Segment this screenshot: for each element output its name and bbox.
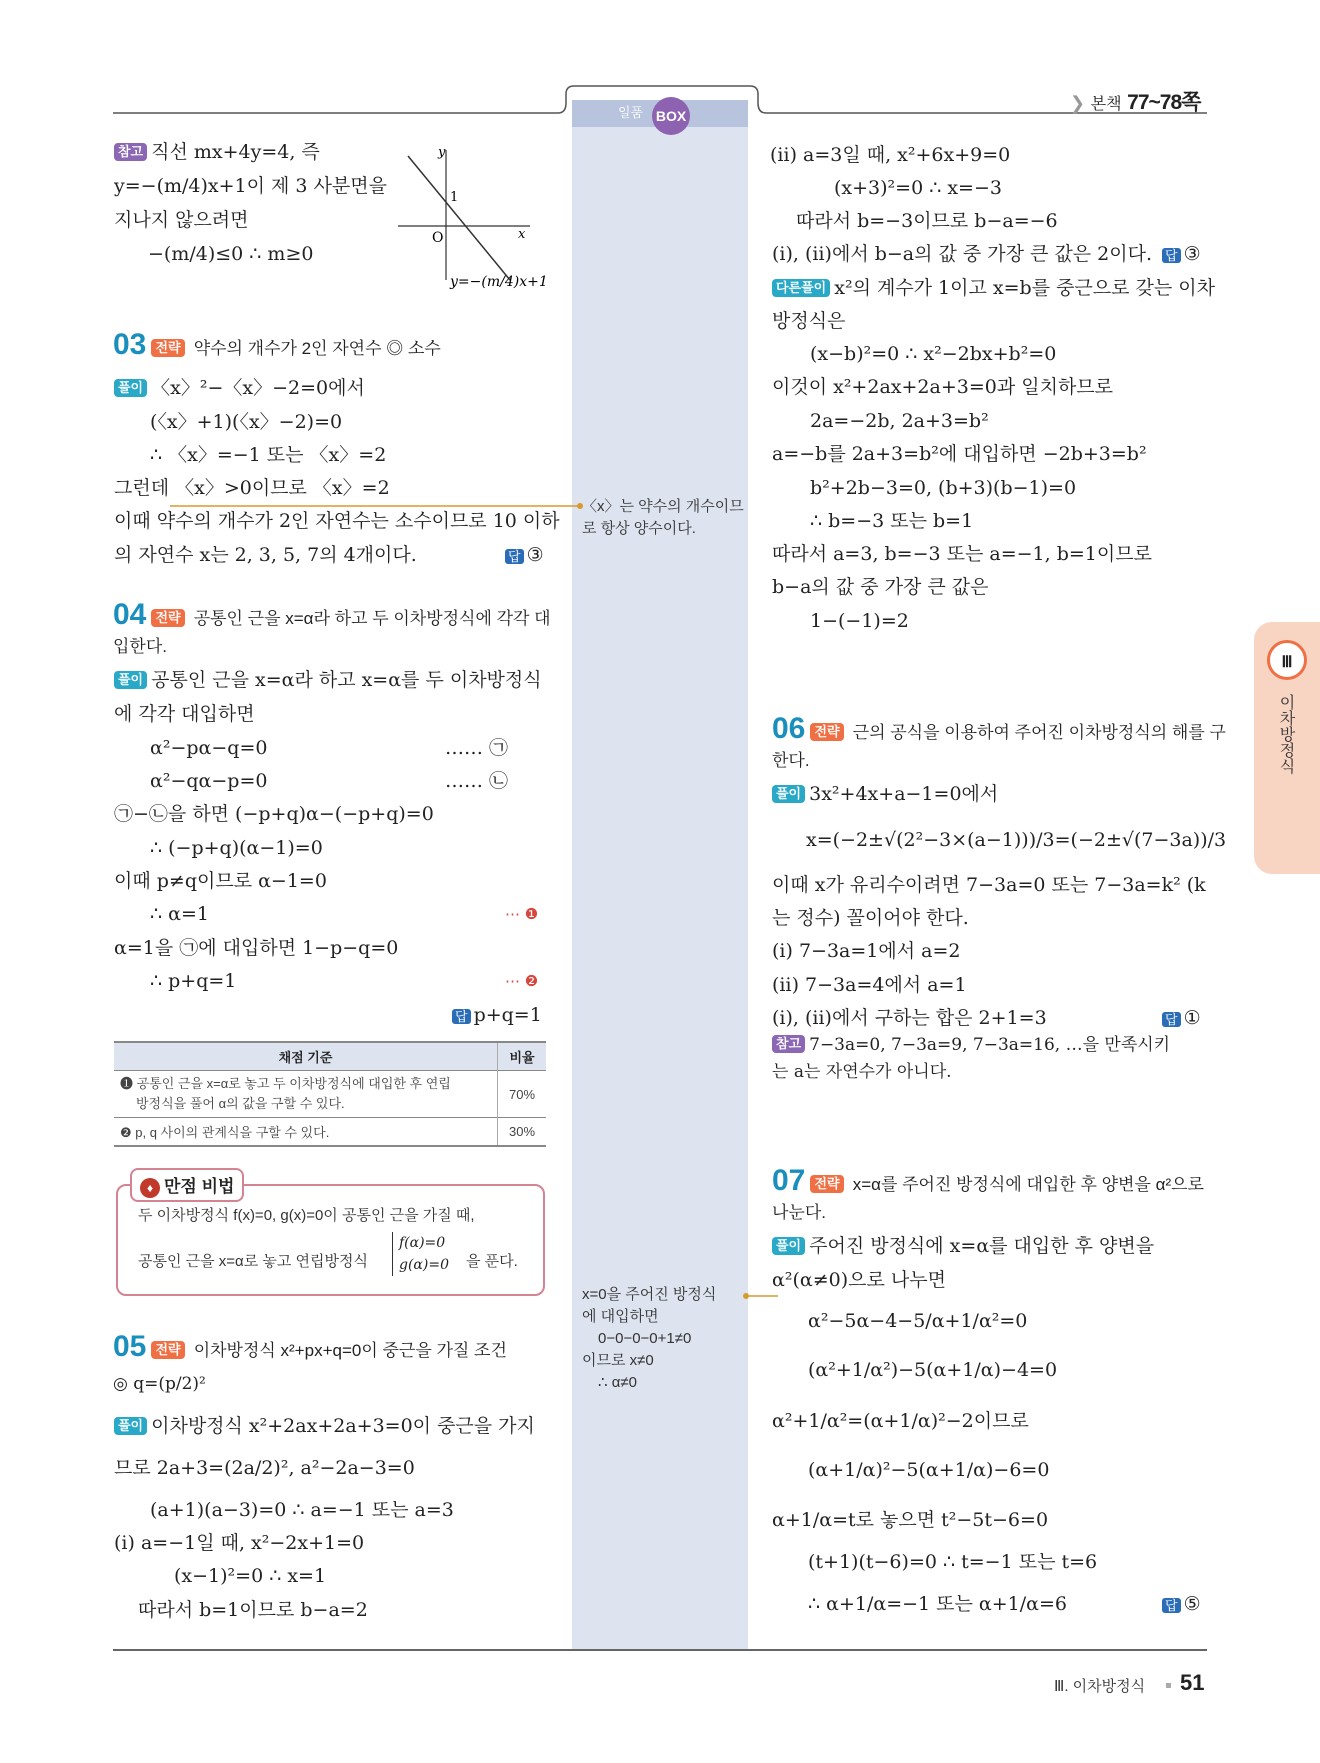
chevron-right-icon: ❯ [1070, 93, 1086, 113]
chapter-tab[interactable] [1254, 622, 1320, 874]
table-row: ❶ 공통인 근을 x=α로 놓고 두 이차방정식에 대입한 후 연립 방정식을 풀어 α의 값을 구할 수 있다. 70% [114, 1071, 546, 1118]
answer-icon: 답 [505, 549, 524, 564]
p04-mark-4: ⋯ ❷ [505, 972, 539, 990]
graph-y-label: y [438, 145, 446, 160]
c2-top-2: (x+3)²=0 ∴ x=−3 [834, 177, 1002, 199]
c2-top-answer: 답 ③ [1162, 242, 1201, 268]
p07-line-4: (α²+1/α²)−5(α+1/α)−4=0 [808, 1359, 1058, 1381]
c2-alt-10: b−a의 값 중 가장 큰 값은 [772, 576, 989, 598]
grading-table: 채점 기준 비율 ❶ 공통인 근을 x=α로 놓고 두 이차방정식에 대입한 후 연립 방정식을 풀어 α의 값을 구할 수 있다. 70% ❷ p, q 사이의 관계식을 구할 수 있다. 30% [114, 1041, 546, 1147]
graph-intercept: 1 [450, 190, 459, 205]
p03-line-2: (〈x〉+1)(〈x〉−2)=0 [150, 411, 343, 433]
p06-line-3: 이때 x가 유리수이려면 7−3a=0 또는 7−3a=k² (k [772, 874, 1206, 896]
p06-line-2: x=(−2±√(2²−3×(a−1)))/3=(−2±√(7−3a))/3 [806, 829, 1227, 851]
answer-icon: 답 [1162, 1598, 1181, 1613]
problem-06-header: 06 전략 근의 공식을 이용하여 주어진 이차방정식의 해를 구 [772, 712, 1226, 745]
p04-line-4: α²−qα−p=0 [150, 770, 268, 792]
p07-line-5: α²+1/α²=(α+1/α)²−2이므로 [772, 1410, 1029, 1432]
p05-condition: ◎ q=(p/2)² [113, 1374, 206, 1394]
p07-line-8: (t+1)(t−6)=0 ∴ t=−1 또는 t=6 [808, 1551, 1098, 1573]
c2-alt-8: ∴ b=−3 또는 b=1 [810, 510, 974, 532]
c2-alt-9: 따라서 a=3, b=−3 또는 a=−1, b=1이므로 [772, 543, 1152, 565]
p05-line-2: 므로 2a+3=(2a/2)², a²−2a−3=0 [114, 1457, 415, 1479]
answer-icon: 답 [452, 1009, 471, 1024]
c2-top-4: (ⅰ), (ⅱ)에서 b−a의 값 중 가장 큰 값은 2이다. [772, 243, 1153, 265]
p04-line-5: ㉠−㉡을 하면 (−p+q)α−(−p+q)=0 [114, 803, 434, 825]
tip-line-2a: 공통인 근을 x=α로 놓고 연립방정식 [138, 1253, 368, 1270]
p06-line-5: (ⅰ) 7−3a=1에서 a=2 [772, 940, 961, 962]
bulb-icon: ♦ [140, 1178, 160, 1198]
c2-alt-1: 다른풀이 x²의 계수가 1이고 x=b를 중근으로 갖는 이차 [772, 276, 1215, 300]
middle-note-band [572, 127, 748, 1650]
p06-answer: 답 ① [1162, 1006, 1201, 1032]
p03-line-5: 이때 약수의 개수가 2인 자연수는 소수이므로 10 이하 [114, 510, 560, 532]
page-number: 51 [1180, 1670, 1205, 1695]
p07-line-9: ∴ α+1/α=−1 또는 α+1/α=6 [808, 1593, 1067, 1615]
ref-line-2: y=−(m/4)x+1이 제 3 사분면을 [114, 175, 387, 197]
p04-mark-3: ⋯ ❶ [505, 905, 539, 923]
ref-line-4: −(m/4)≤0 ∴ m≥0 [148, 243, 314, 265]
p06-ref-2: 는 a는 자연수가 아니다. [772, 1062, 952, 1082]
p04-line-9: α=1을 ㉠에 대입하면 1−p−q=0 [114, 937, 399, 959]
p04-line-7: 이때 p≠q이므로 α−1=0 [114, 870, 327, 892]
c2-alt-11: 1−(−1)=2 [810, 610, 909, 632]
problem-03-header: 03 전략 약수의 개수가 2인 자연수 ◎ 소수 [113, 328, 441, 361]
table-row: ❷ p, q 사이의 관계식을 구할 수 있다. 30% [114, 1118, 546, 1147]
graph-origin: O [432, 230, 444, 246]
p05-line-5: (x−1)²=0 ∴ x=1 [174, 1565, 327, 1587]
p05-line-4: (ⅰ) a=−1일 때, x²−2x+1=0 [114, 1532, 365, 1554]
p06-head-2: 한다. [772, 751, 810, 770]
p04-line-10: ∴ p+q=1 [150, 970, 237, 992]
line-graph [390, 140, 550, 300]
p04-line-1: 풀이 공통인 근을 x=α라 하고 x=α를 두 이차방정식 [114, 668, 542, 692]
chapter-number: Ⅲ [1267, 640, 1307, 680]
page-reference: ❯ 본책 77~78쪽 [1070, 91, 1201, 114]
p07-line-1: 풀이 주어진 방정식에 x=α를 대입한 후 양변을 [772, 1234, 1154, 1258]
ref-tag: 참고 [114, 143, 147, 161]
p03-line-6: 의 자연수 x는 2, 3, 5, 7의 4개이다. [114, 544, 417, 566]
p07-line-6: (α+1/α)²−5(α+1/α)−6=0 [808, 1459, 1050, 1481]
p05-line-3: (a+1)(a−3)=0 ∴ a=−1 또는 a=3 [150, 1499, 454, 1521]
p04-head-2: 입한다. [113, 637, 167, 656]
problem-04-header: 04 전략 공통인 근을 x=α라 하고 두 이차방정식에 각각 대 [113, 598, 551, 631]
problem-07-header: 07 전략 x=α를 주어진 방정식에 대입한 후 양변을 α²으로 [772, 1164, 1204, 1197]
ref-line-3: 지나지 않으려면 [114, 209, 249, 231]
p04-line-6: ∴ (−p+q)(α−1)=0 [150, 837, 323, 859]
tip-line-1: 두 이차방정식 f(x)=0, g(x)=0이 공통인 근을 가질 때, [138, 1207, 475, 1224]
answer-icon: 답 [1162, 248, 1181, 263]
p06-line-4: 는 정수) 꼴이어야 한다. [772, 907, 969, 929]
p07-answer: 답 ⑤ [1162, 1592, 1201, 1618]
c2-alt-5: 2a=−2b, 2a+3=b² [810, 410, 989, 432]
c2-alt-3: (x−b)²=0 ∴ x²−2bx+b²=0 [810, 343, 1057, 365]
p07-line-3: α²−5α−4−5/α+1/α²=0 [808, 1310, 1028, 1332]
p07-head-2: 나눈다. [772, 1203, 826, 1222]
p06-line-6: (ⅱ) 7−3a=4에서 a=1 [772, 974, 967, 996]
footer-dot [1166, 1683, 1171, 1688]
p04-mark-2: …… ㉡ [445, 770, 509, 792]
answer-icon: 답 [1162, 1012, 1181, 1027]
tip-system: f(α)=0 g(α)=0 [392, 1232, 449, 1276]
p04-mark-1: …… ㉠ [445, 737, 509, 759]
graph-equation: y=−(m/4)x+1 [450, 274, 548, 290]
c2-top-3: 따라서 b=−3이므로 b−a=−6 [796, 210, 1058, 232]
p04-answer: 답 p+q=1 [452, 1003, 542, 1029]
problem-05-header: 05 전략 이차방정식 x²+px+q=0이 중근을 가질 조건 [113, 1330, 507, 1363]
tip-title: ♦ 만점 비법 [130, 1168, 244, 1202]
p04-line-8: ∴ α=1 [150, 903, 209, 925]
c2-alt-4: 이것이 x²+2ax+2a+3=0과 일치하므로 [772, 376, 1114, 398]
c2-alt-6: a=−b를 2a+3=b²에 대입하면 −2b+3=b² [772, 443, 1147, 465]
connector-line-1 [170, 500, 590, 512]
chapter-label: 이차방정식 [1277, 694, 1294, 774]
box-badge: BOX [652, 97, 690, 135]
p04-line-2: 에 각각 대입하면 [114, 703, 255, 725]
footer-rule [113, 1649, 1207, 1651]
note-2: x=0을 주어진 방정식 에 대입하면 0−0−0−0+1≠0 이므로 x≠0 ∴ α≠0 [582, 1286, 717, 1391]
p06-ref-1: 참고 7−3a=0, 7−3a=9, 7−3a=16, …을 만족시키 [772, 1033, 1170, 1057]
c2-top-1: (ⅱ) a=3일 때, x²+6x+9=0 [770, 144, 1011, 166]
ref-line-1: 참고 직선 mx+4y=4, 즉 [114, 140, 320, 164]
note-1: 〈x〉는 약수의 개수이므 로 항상 양수이다. [582, 498, 744, 537]
p07-line-7: α+1/α=t로 놓으면 t²−5t−6=0 [772, 1509, 1049, 1531]
p05-line-6: 따라서 b=1이므로 b−a=2 [138, 1599, 368, 1621]
p03-line-4: 그런데 〈x〉>0이므로 〈x〉=2 [114, 477, 390, 499]
p06-line-7: (ⅰ), (ⅱ)에서 구하는 합은 2+1=3 [772, 1007, 1047, 1029]
p05-line-1: 풀이 이차방정식 x²+2ax+2a+3=0이 중근을 가지 [114, 1414, 535, 1438]
p07-line-2: α²(α≠0)으로 나누면 [772, 1269, 946, 1291]
c2-alt-2: 방정식은 [772, 310, 846, 332]
p03-line-1: 풀이 〈x〉²−〈x〉−2=0에서 [114, 376, 365, 400]
c2-alt-7: b²+2b−3=0, (b+3)(b−1)=0 [810, 477, 1077, 499]
p03-line-3: ∴ 〈x〉=−1 또는 〈x〉=2 [150, 444, 387, 466]
p04-line-3: α²−pα−q=0 [150, 737, 268, 759]
p03-answer: 답 ③ [505, 543, 544, 569]
footer-chapter: Ⅲ. 이차방정식 [1054, 1678, 1146, 1695]
tip-line-2b: 을 푼다. [466, 1253, 518, 1270]
box-label-1: 일품 [618, 105, 644, 120]
p06-line-1: 풀이 3x²+4x+a−1=0에서 [772, 782, 998, 806]
graph-x-label: x [518, 227, 526, 242]
